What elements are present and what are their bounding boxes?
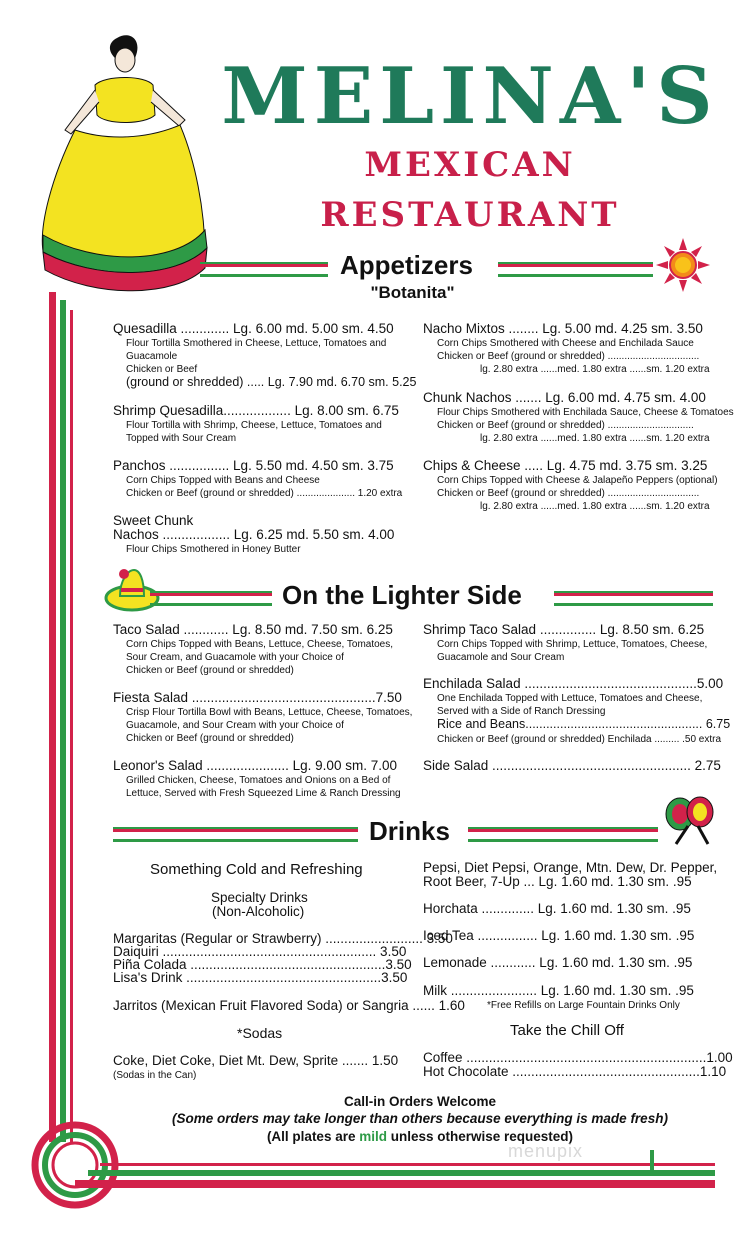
pepsi-line2: Root Beer, 7-Up ... Lg. 1.60 md. 1.30 sm. .95: [423, 874, 692, 889]
coke-item: Coke, Diet Coke, Diet Mt. Dew, Sprite ....... 1.50: [113, 1053, 399, 1068]
dancer-illustration: [35, 30, 210, 295]
lighter-stripe-left: [150, 591, 272, 606]
cold-heading: Something Cold and Refreshing: [150, 861, 363, 878]
drinks-stripe-left: [113, 827, 358, 842]
lighter-stripe-right: [554, 591, 713, 606]
appetizers-title: Appetizers: [340, 250, 473, 280]
footer-note: (Some orders may take longer than others because everything is made fresh): [172, 1111, 668, 1126]
sombrero-icon: [104, 562, 160, 614]
sun-icon: [655, 237, 711, 293]
daiquiri-item: Daiquiri ......................................................... 3.50: [113, 944, 407, 959]
restaurant-subtitle: MEXICAN RESTAURANT: [320, 145, 620, 235]
coke-note: (Sodas in the Can): [113, 1070, 197, 1081]
specialty-heading: Specialty Drinks: [211, 890, 308, 905]
refills-note: *Free Refills on Large Fountain Drinks Only: [487, 1000, 680, 1011]
watermark: menupix: [508, 1141, 584, 1161]
pina-colada-item: Piña Colada ....................................................3.50: [113, 957, 412, 972]
footer-call-in: Call-in Orders Welcome: [343, 1094, 497, 1109]
lisas-drink-item: Lisa's Drink ....................................................3.50: [113, 970, 408, 985]
jarritos-item: Jarritos (Mexican Fruit Flavored Soda) or Sangria ...... 1.60: [113, 998, 465, 1013]
maracas-icon: [660, 794, 718, 846]
margaritas-item: Margaritas (Regular or Strawberry) .......................... 3.50: [113, 931, 453, 946]
horchata-item: Horchata .............. Lg. 1.60 md. 1.30 sm. .95: [423, 901, 691, 916]
chill-heading: Take the Chill Off: [510, 1022, 624, 1039]
lighter-title: On the Lighter Side: [282, 580, 522, 610]
appetizers-stripe-left: [200, 262, 328, 277]
iced-tea-item: Iced Tea ................ Lg. 1.60 md. 1.30 sm. .95: [423, 928, 695, 943]
restaurant-name: MELINA'S: [221, 51, 719, 142]
lemonade-item: Lemonade ............ Lg. 1.60 md. 1.30 sm. .95: [423, 955, 693, 970]
appetizers-subtitle: "Botanita": [370, 283, 455, 302]
coffee-item: Coffee ................................................................1.00: [423, 1050, 733, 1065]
footer-mild: (All plates are mild unless otherwise requested): [266, 1129, 574, 1144]
pepsi-line1: Pepsi, Diet Pepsi, Orange, Mtn. Dew, Dr. Pepper,: [423, 860, 718, 875]
hot-chocolate-item: Hot Chocolate ..................................................1.10: [423, 1064, 727, 1079]
sodas-heading: *Sodas: [237, 1025, 283, 1041]
mild-word: mild: [359, 1129, 387, 1144]
specialty-sub: (Non-Alcoholic): [212, 904, 305, 919]
drinks-stripe-right: [468, 827, 658, 842]
appetizers-stripe-right: [498, 262, 653, 277]
drinks-title: Drinks: [369, 816, 450, 846]
milk-item: Milk ....................... Lg. 1.60 md. 1.30 sm. .95: [423, 983, 694, 998]
